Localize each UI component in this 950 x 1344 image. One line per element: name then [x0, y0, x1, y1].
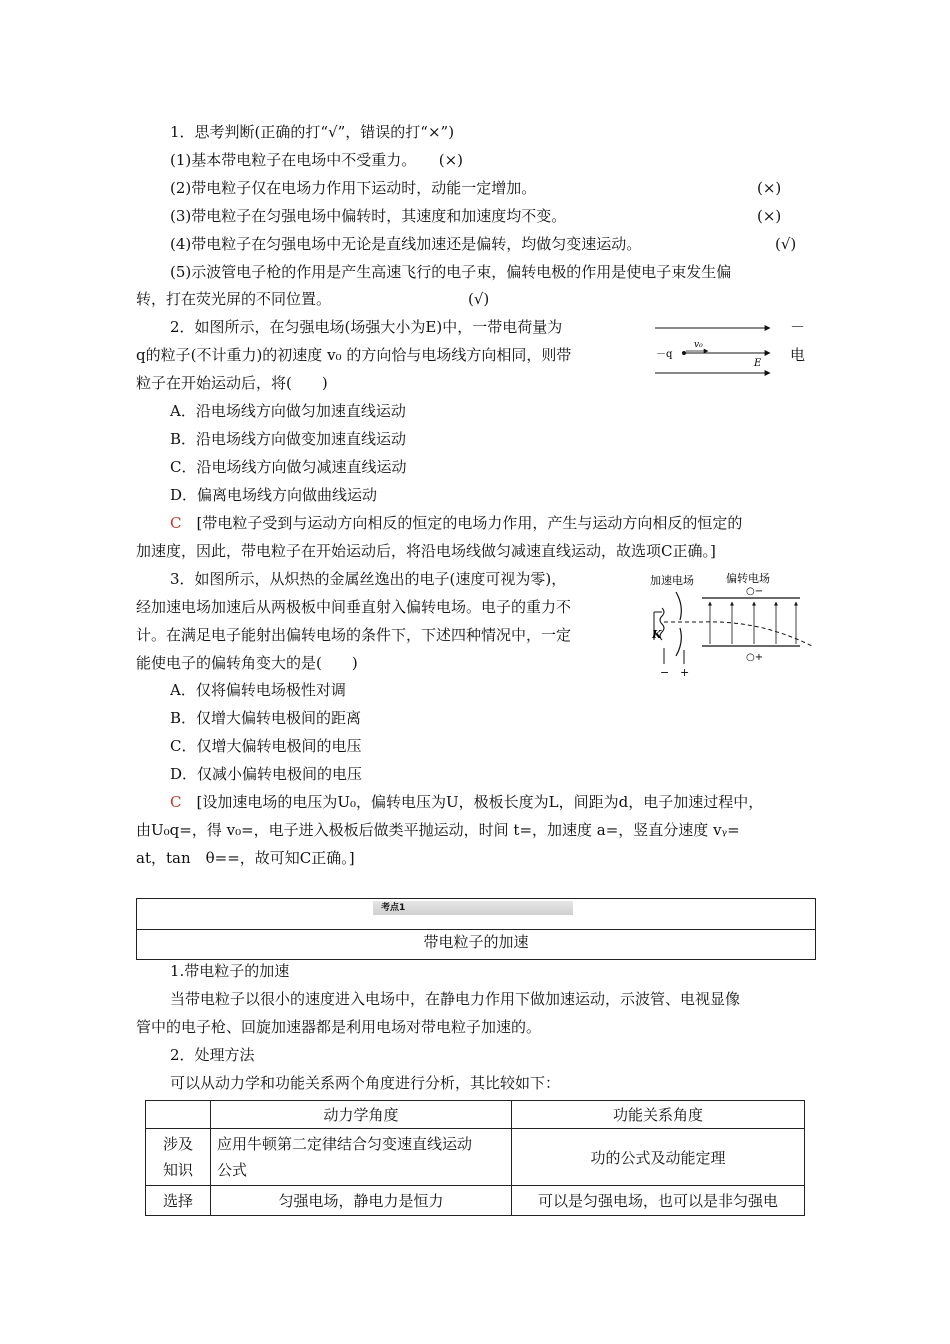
- q3-fig-minus-top: ○−: [746, 586, 764, 597]
- section-title: 带电粒子的加速: [423, 933, 529, 951]
- table-row: [146, 1186, 805, 1216]
- q2-line1-tail: －: [790, 318, 806, 336]
- q1-item-4-mark: (√): [775, 235, 797, 253]
- section-p4: 2．处理方法: [170, 1046, 255, 1064]
- q3-explain-line2: 由U₀q=，得 v₀=，电子进入极板后做类平抛运动，时间 t=，加速度 a=，竖直分速度 vᵧ=: [136, 821, 740, 839]
- q1-item-1: (1)基本带电粒子在电场中不受重力。 (×): [170, 151, 464, 169]
- q2-option-a: A．沿电场线方向做匀加速直线运动: [170, 402, 406, 420]
- q3-answer: C: [170, 793, 182, 811]
- section-header-box: [136, 898, 816, 960]
- q2-line1: 2．如图所示，在匀强电场(场强大小为E)中，一带电荷量为: [170, 318, 563, 336]
- q3-line2: 经加速电场加速后从两极板中间垂直射入偏转电场。电子的重力不: [136, 598, 572, 616]
- q3-option-a: A．仅将偏转电场极性对调: [170, 681, 346, 699]
- q1-item-5-line1: (5)示波管电子枪的作用是产生高速飞行的电子束，偏转电极的作用是使电子束发生偏: [170, 263, 732, 281]
- section-p2: 当带电粒子以很小的速度进入电场中，在静电力作用下做加速运动，示波管、电视显像: [170, 990, 741, 1008]
- q3-fig-k: K: [652, 628, 662, 641]
- q2-fig-v: v₀: [694, 340, 703, 350]
- q3-oscilloscope-figure: [640, 568, 820, 686]
- q2-line3: 粒子在开始运动后，将( ): [136, 374, 328, 392]
- table-row1-dynamics: 应用牛顿第二定律结合匀变速直线运动 公式: [211, 1129, 512, 1186]
- section-p1: 1.带电粒子的加速: [170, 962, 290, 980]
- q2-answer: C: [170, 514, 182, 532]
- q2-explain-line2: 加速度，因此，带电粒子在开始运动后，将沿电场线做匀减速直线运动，故选项C正确。]: [136, 542, 716, 560]
- q2-fig-e: E: [754, 358, 762, 369]
- q2-option-c: C．沿电场线方向做匀减速直线运动: [170, 458, 407, 476]
- table-row1-energy: 功的公式及动能定理: [512, 1129, 805, 1186]
- q3-fig-accel-label: 加速电场: [650, 574, 694, 587]
- q3-line1: 3．如图所示，从炽热的金属丝逸出的电子(速度可视为零)，: [170, 570, 567, 588]
- section-tag: 考点1: [381, 903, 406, 913]
- q2-line2: q的粒子(不计重力)的初速度 v₀ 的方向恰与电场线方向相同，则带: [136, 346, 572, 364]
- q1-item-2: (2)带电粒子仅在电场力作用下运动时，动能一定增加。: [170, 179, 537, 197]
- table-header-dynamics: 动力学角度: [211, 1101, 512, 1129]
- q3-fig-minus: −: [660, 666, 670, 679]
- q1-item-3-mark: (×): [757, 207, 782, 225]
- q2-fig-charge: －q: [656, 349, 673, 360]
- q2-option-d: D．偏离电场线方向做曲线运动: [170, 486, 378, 504]
- q3-line4: 能使电子的偏转角变大的是( ): [136, 654, 358, 672]
- q1-title: 1．思考判断(正确的打“√”，错误的打“×”): [170, 123, 455, 141]
- q3-option-d: D．仅减小偏转电极间的电压: [170, 765, 363, 783]
- q3-fig-deflect-label: 偏转电场: [726, 572, 770, 585]
- comparison-table: [145, 1100, 805, 1216]
- table-row1-header: 涉及 知识: [146, 1129, 211, 1186]
- q3-option-b: B．仅增大偏转电极间的距离: [170, 709, 362, 727]
- q2-field-figure: [650, 318, 780, 398]
- table-row: [146, 1129, 805, 1186]
- q3-explain-line1: C [设加速电场的电压为U₀，偏转电压为U，极板长度为L，间距为d，电子加速过程中，: [170, 793, 764, 811]
- section-p3: 管中的电子枪、回旋加速器都是利用电场对带电粒子加速的。: [136, 1018, 542, 1036]
- q1-item-4: (4)带电粒子在匀强电场中无论是直线加速还是偏转，均做匀变速运动。: [170, 235, 642, 253]
- q3-fig-plus-bottom: ○+: [746, 652, 764, 663]
- q1-item-5-line2: 转，打在荧光屏的不同位置。: [136, 290, 332, 308]
- q3-fig-plus: +: [680, 666, 690, 679]
- q3-line3: 计。在满足电子能射出偏转电场的条件下，下述四种情况中，一定: [136, 626, 572, 644]
- q2-option-b: B．沿电场线方向做变加速直线运动: [170, 430, 407, 448]
- table-row2-energy: 可以是匀强电场，也可以是非匀强电: [512, 1186, 805, 1216]
- table-row2-header: 选择: [146, 1186, 211, 1216]
- q3-explain-line3: at，tan θ==，故可知C正确。]: [136, 849, 355, 867]
- q3-option-c: C．仅增大偏转电极间的电压: [170, 737, 362, 755]
- q1-item-5-mark: (√): [468, 290, 490, 308]
- table-row2-dynamics: 匀强电场，静电力是恒力: [211, 1186, 512, 1216]
- q1-item-2-mark: (×): [757, 179, 782, 197]
- table-header-energy: 功能关系角度: [512, 1101, 805, 1129]
- q1-item-3: (3)带电粒子在匀强电场中偏转时，其速度和加速度均不变。: [170, 207, 567, 225]
- table-header-corner: [146, 1101, 211, 1129]
- q2-line2-tail: 电: [790, 346, 806, 364]
- section-p5: 可以从动力学和功能关系两个角度进行分析，其比较如下：: [170, 1074, 561, 1092]
- table-header-row: [146, 1101, 805, 1129]
- q2-explain-line1: C [带电粒子受到与运动方向相反的恒定的电场力作用，产生与运动方向相反的恒定的: [170, 514, 743, 532]
